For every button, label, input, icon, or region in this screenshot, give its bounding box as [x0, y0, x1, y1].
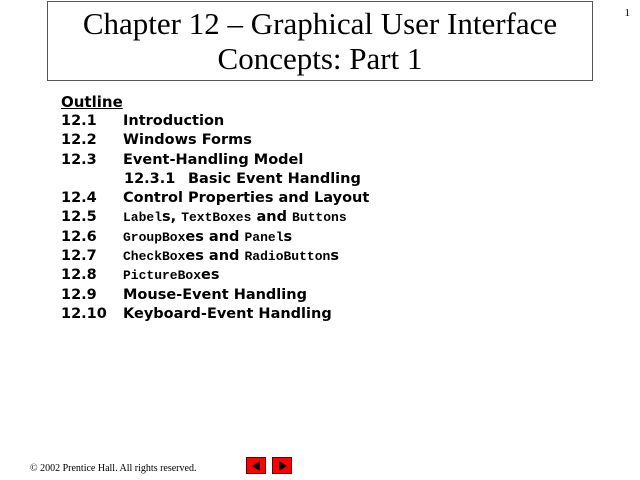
- outline-item-text: [123, 228, 292, 247]
- outline-text-fragment: s: [330, 248, 339, 265]
- outline-item: [61, 266, 621, 285]
- outline-text-fragment: Event-Handling Model: [123, 151, 304, 168]
- outline-item-number: [61, 170, 123, 189]
- outline-item-text: [123, 305, 332, 324]
- outline-item-text: [123, 266, 219, 285]
- page-number: 1: [624, 7, 630, 19]
- outline-item-number: 12.3: [61, 151, 97, 168]
- outline-heading: Outline: [61, 93, 123, 111]
- outline-text-fragment: Control Properties and Layout: [123, 190, 370, 207]
- left-arrow-icon: [252, 461, 260, 471]
- outline-text-fragment: s: [283, 228, 293, 245]
- outline-item-number: 12.4: [61, 190, 97, 207]
- copyright-footer: © 2002 Prentice Hall. All rights reserved.: [30, 463, 197, 474]
- outline-item-number: 12.9: [61, 286, 97, 303]
- outline-item: [61, 228, 621, 247]
- outline: [61, 93, 621, 324]
- title-box: [47, 1, 593, 81]
- outline-code-term: Label: [123, 210, 163, 226]
- outline-item: [61, 170, 621, 189]
- outline-item-text: [123, 170, 361, 189]
- outline-item-number: 12.10: [61, 305, 107, 322]
- outline-item-text: [123, 208, 347, 227]
- next-slide-button[interactable]: [272, 457, 292, 474]
- previous-slide-button[interactable]: [246, 457, 266, 474]
- outline-item: [61, 247, 621, 266]
- outline-item: [61, 208, 621, 227]
- outline-text-fragment: Keyboard-Event Handling: [123, 305, 332, 322]
- right-arrow-icon: [279, 461, 287, 471]
- outline-code-term: PictureBox: [123, 268, 202, 284]
- outline-text-fragment: es and: [185, 228, 245, 245]
- outline-item: [61, 189, 621, 208]
- outline-item: [61, 305, 621, 324]
- outline-item-text: [123, 112, 224, 131]
- outline-code-term: CheckBox: [123, 249, 186, 265]
- outline-code-term: TextBoxes: [181, 210, 252, 226]
- outline-item-text: [123, 131, 252, 150]
- outline-item-text: [123, 286, 307, 305]
- outline-text-fragment: s,: [162, 209, 182, 226]
- outline-text-fragment: es and: [185, 248, 245, 265]
- outline-text-fragment: and: [251, 209, 293, 226]
- outline-text-fragment: Basic Event Handling: [188, 170, 361, 187]
- outline-code-term: GroupBox: [123, 229, 186, 245]
- outline-item-number: 12.8: [61, 267, 97, 284]
- title-line-2: Concepts: Part 1: [217, 41, 423, 76]
- outline-text-fragment: Windows Forms: [123, 132, 252, 149]
- outline-item-text: [123, 247, 339, 266]
- outline-item: [61, 286, 621, 305]
- outline-item-number: 12.7: [61, 248, 97, 265]
- outline-subitem-number: 12.3.1: [124, 170, 176, 187]
- outline-item-number: 12.1: [61, 113, 97, 129]
- outline-item-number: 12.6: [61, 228, 97, 245]
- outline-text-fragment: Mouse-Event Handling: [123, 286, 307, 303]
- slide-title: [83, 6, 557, 76]
- title-line-1: Chapter 12 – Graphical User Interface: [82, 6, 558, 41]
- outline-list: [61, 112, 621, 324]
- outline-code-term: RadioButton: [244, 249, 331, 265]
- outline-text-fragment: Introduction: [123, 113, 225, 129]
- outline-item-text: [123, 151, 303, 170]
- outline-item: [61, 131, 621, 150]
- outline-code-term: Buttons: [292, 210, 347, 226]
- outline-item-number: 12.5: [61, 209, 97, 226]
- outline-item-number: 12.2: [61, 132, 97, 149]
- outline-item: [61, 151, 621, 170]
- outline-item-text: [123, 189, 369, 208]
- outline-text-fragment: es: [201, 267, 220, 284]
- outline-item: [61, 112, 621, 131]
- outline-code-term: Panel: [244, 229, 284, 245]
